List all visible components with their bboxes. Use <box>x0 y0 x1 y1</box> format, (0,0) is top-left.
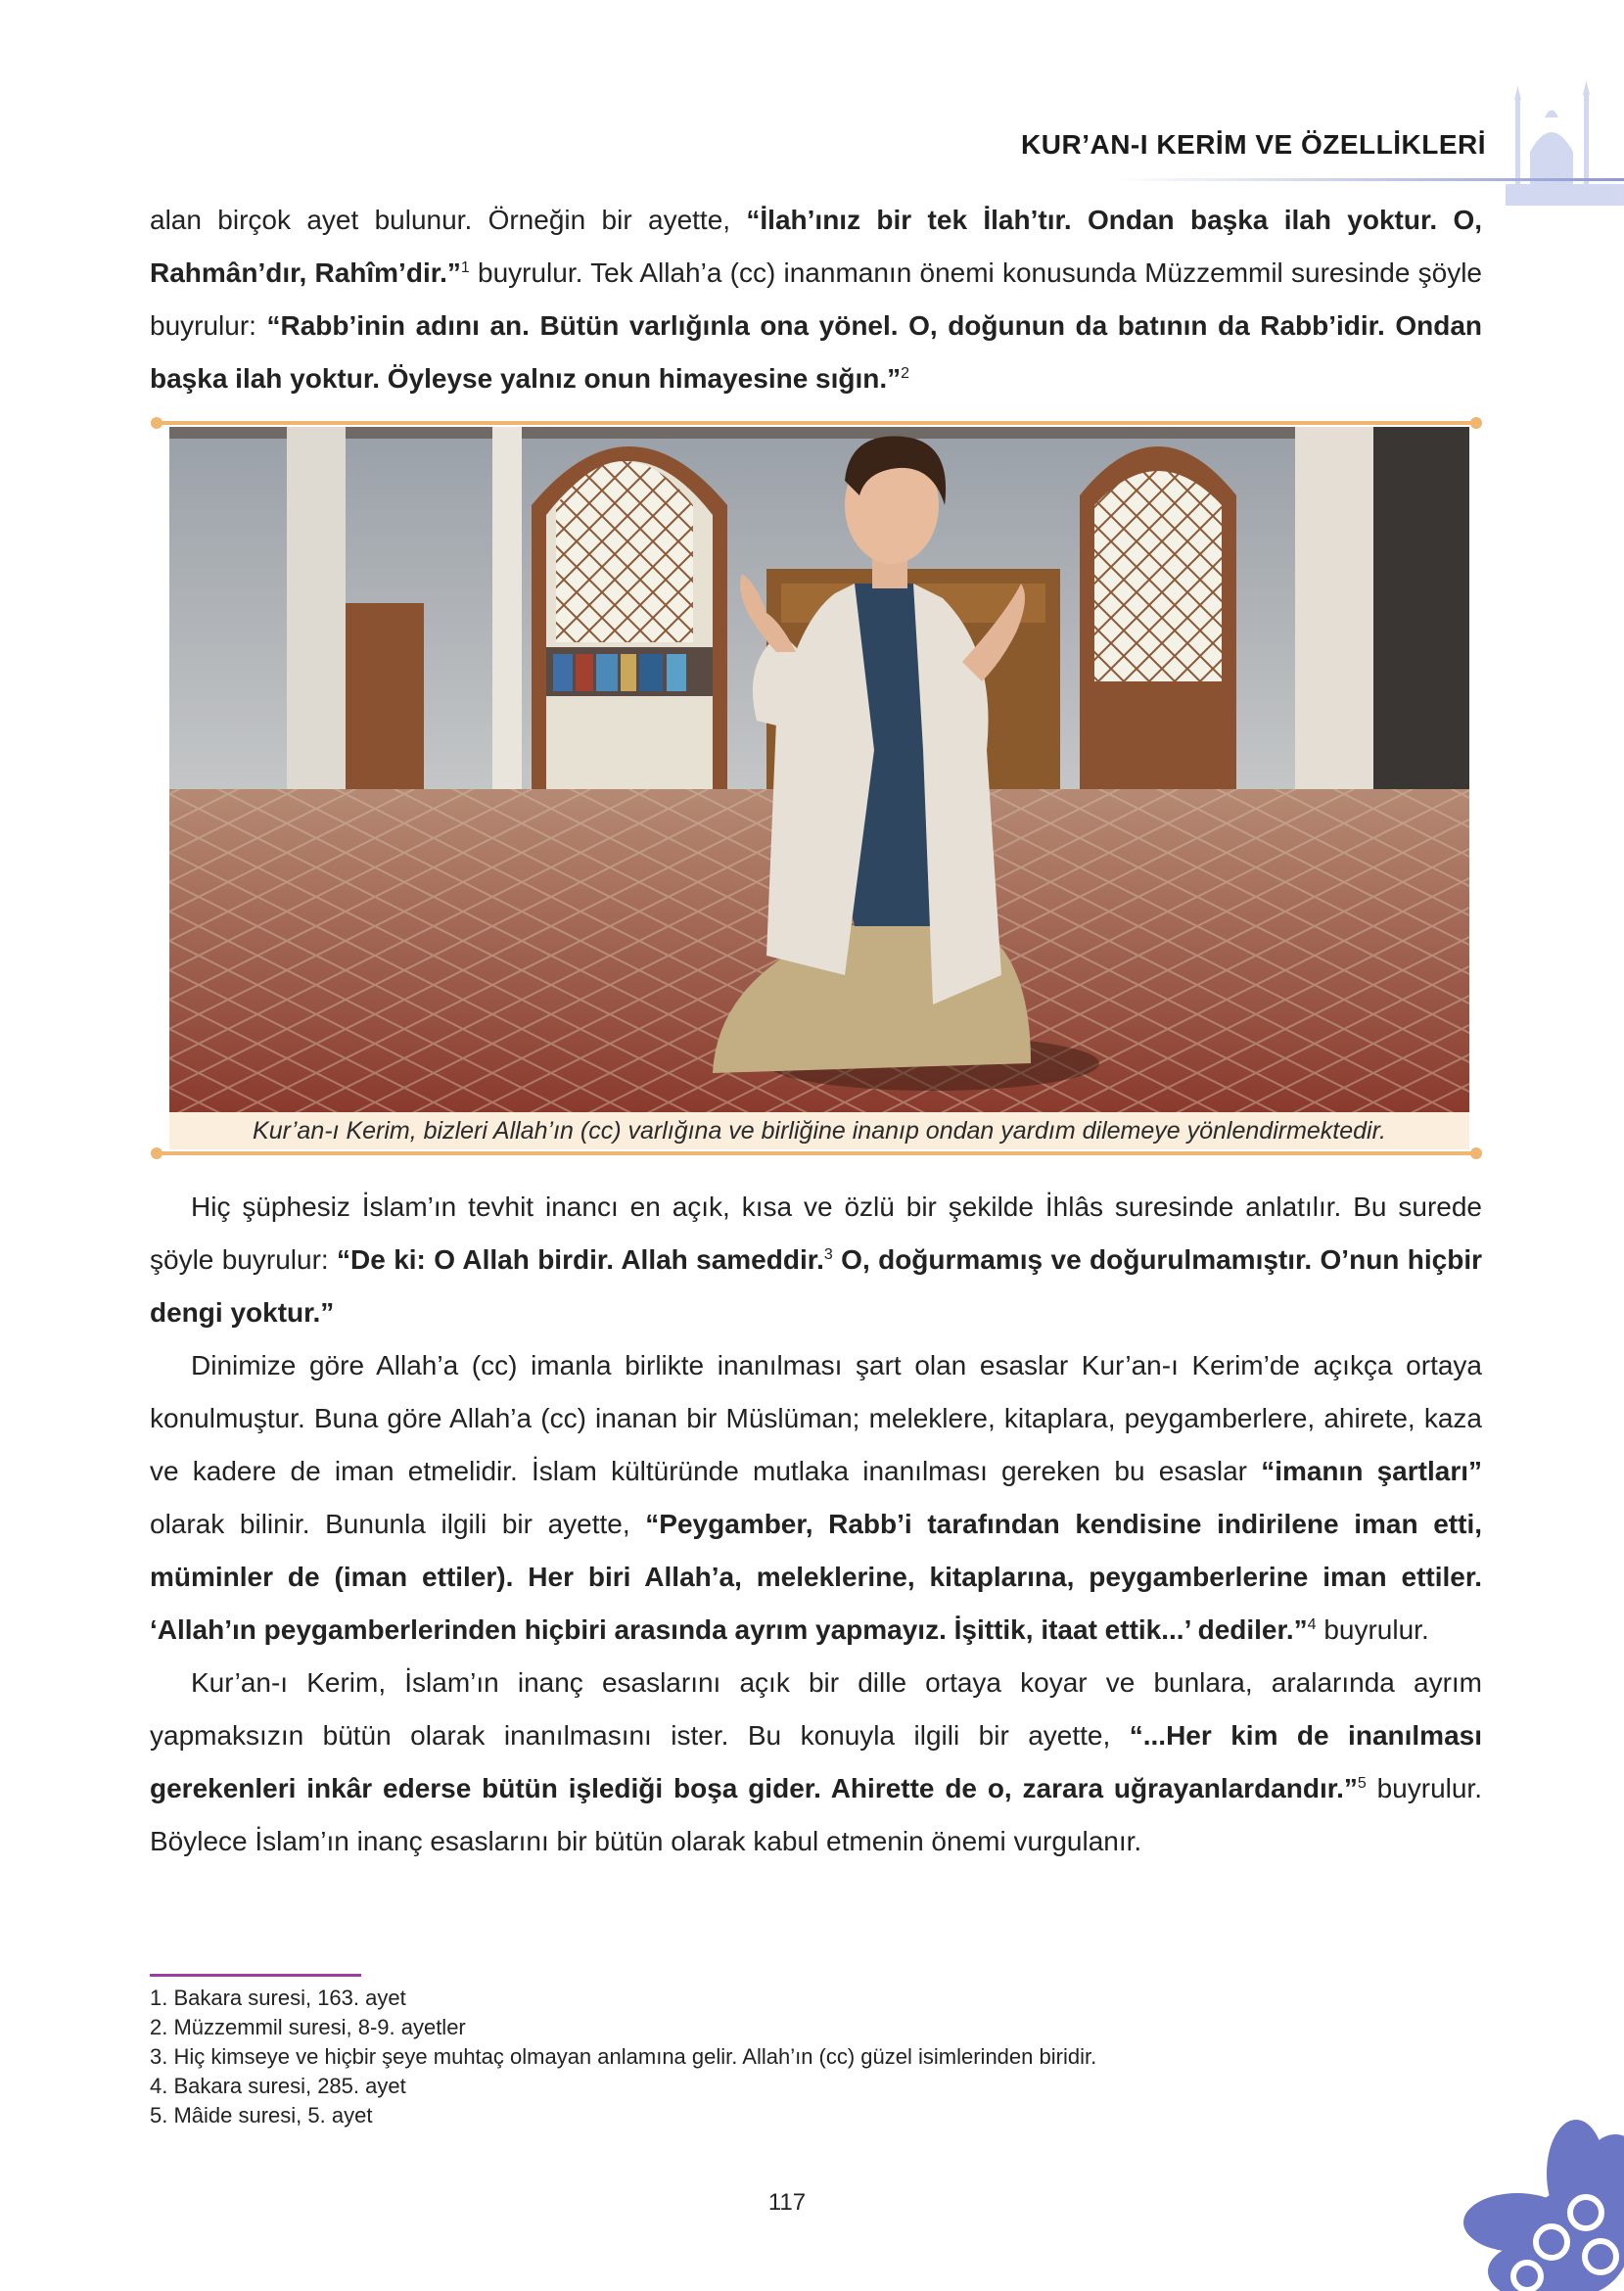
paragraph-text: olarak bilinir. Bununla ilgili bir ayette, <box>150 1509 646 1539</box>
paragraph-text: Kur’an-ı Kerim, İslam’ın inanç esaslarını açık bir dille ortaya koyar ve bunlara, aralarında ayrım yapmaksızın bütün olarak inanılmasını ister. Bu konuyla ilgili bir ayette, <box>150 1667 1482 1751</box>
intro-paragraph <box>150 194 1482 405</box>
ihlas-quote-continued: O, doğurmamış ve doğurulmamıştır. O’nun hiçbir dengi yoktur.” <box>150 1244 1483 1328</box>
header-title: KUR’AN-I KERİM VE ÖZELLİKLERİ <box>1021 129 1486 160</box>
footnote: 4. Bakara suresi, 285. ayet <box>150 2074 406 2098</box>
footnote-divider <box>150 1974 361 1977</box>
paragraph-text: Hiç şüphesiz İslam’ın tevhit inancı en açık, kısa ve özlü bir şekilde İhlâs suresinde anlatılır. Bu surede şöyle buyrulur: <box>150 1192 1482 1275</box>
intro-text: alan birçok ayet bulunur. Örneğin bir ayette, <box>150 205 747 235</box>
footnote-ref-3: 3 <box>823 1246 833 1263</box>
bakara-quote: “Peygamber, Rabb’i tarafından kendisine indirilene iman etti, müminler de (iman ettiler). Her biri Allah’a, meleklerine, kitaplarına, peygamberlerine iman ettiler. ‘Allah’ın peygamberlerinden hiçbiri arasında ayrım yapmayız. İşittik, itaat ettik...’ dediler.” <box>150 1509 1482 1645</box>
flower-ornament-icon <box>1459 2115 1624 2291</box>
page-number: 117 <box>767 2189 807 2216</box>
footnote: 3. Hiç kimseye ve hiçbir şeye muhtaç olmayan anlamına gelir. Allah’ın (cc) güzel isimlerinden biridir. <box>150 2044 1097 2069</box>
footnote: 2. Müzzemmil suresi, 8-9. ayetler <box>150 2015 466 2039</box>
frame-dot <box>151 1147 162 1159</box>
footnote-ref-4: 4 <box>1307 1616 1317 1633</box>
footnote-ref-1: 1 <box>460 259 470 276</box>
figure <box>157 421 1476 1155</box>
paragraph-iman <box>150 1339 1482 1657</box>
footnote-ref-5: 5 <box>1357 1775 1367 1792</box>
intro-text-2: buyrulur. Tek Allah’a (cc) inanmanın önemi konusunda Müzzemmil suresinde şöyle buyrulur: <box>150 257 1483 341</box>
frame-top-rule <box>157 421 1476 425</box>
header-divider <box>1116 178 1624 181</box>
praying-man-photo <box>169 427 1469 1112</box>
paragraph-inanc <box>150 1657 1482 1868</box>
paragraph-text: buyrulur. <box>1316 1614 1429 1645</box>
mosque-silhouette-icon <box>1506 78 1624 206</box>
footnote-ref-2: 2 <box>901 365 910 382</box>
figure-caption: Kur’an-ı Kerim, bizleri Allah’ın (cc) varlığına ve birliğine inanıp ondan yardım dilemeye yönlendirmektedir. <box>169 1112 1469 1149</box>
footnotes <box>150 1984 1096 2130</box>
frame-bottom-rule <box>157 1151 1476 1155</box>
footnote: 5. Mâide suresi, 5. ayet <box>150 2103 373 2127</box>
frame-dot <box>1470 1147 1482 1159</box>
paragraph-text: buyrulur. Böylece İslam’ın inanç esaslarını bir bütün olarak kabul etmenin önemi vurgulanır. <box>150 1773 1482 1856</box>
ihlas-quote: “De ki: O Allah birdir. Allah sameddir. <box>337 1244 824 1275</box>
maide-quote: “...Her kim de inanılması gerekenleri inkâr ederse bütün işlediği boşa gider. Ahirette de o, zarara uğrayanlardandır.” <box>150 1720 1482 1803</box>
body-text <box>150 1181 1482 1868</box>
paragraph-ihlas <box>150 1181 1482 1339</box>
frame-dot <box>151 417 162 429</box>
intro-quote-1: “İlah’ınız bir tek İlah’tır. Ondan başka ilah yoktur. O, Rahmân’dır, Rahîm’dir.” <box>150 205 1483 288</box>
iman-term: “imanın şartları” <box>1261 1456 1482 1486</box>
footnote: 1. Bakara suresi, 163. ayet <box>150 1986 406 2010</box>
frame-dot <box>1470 417 1482 429</box>
paragraph-text: Dinimize göre Allah’a (cc) imanla birlikte inanılması şart olan esaslar Kur’an-ı Kerim’de açıkça ortaya konulmuştur. Buna göre Allah’a (cc) inanan bir Müslüman; meleklere, kitaplara, peygamberlere, ahirete, kaza ve kadere de iman etmelidir. İslam kültüründe mutlaka inanılması gereken bu esaslar <box>150 1350 1482 1486</box>
intro-quote-2: “Rabb’inin adını an. Bütün varlığınla ona yönel. O, doğunun da batının da Rabb’idir. Ondan başka ilah yoktur. Öyleyse yalnız onun himayesine sığın.” <box>150 310 1482 394</box>
